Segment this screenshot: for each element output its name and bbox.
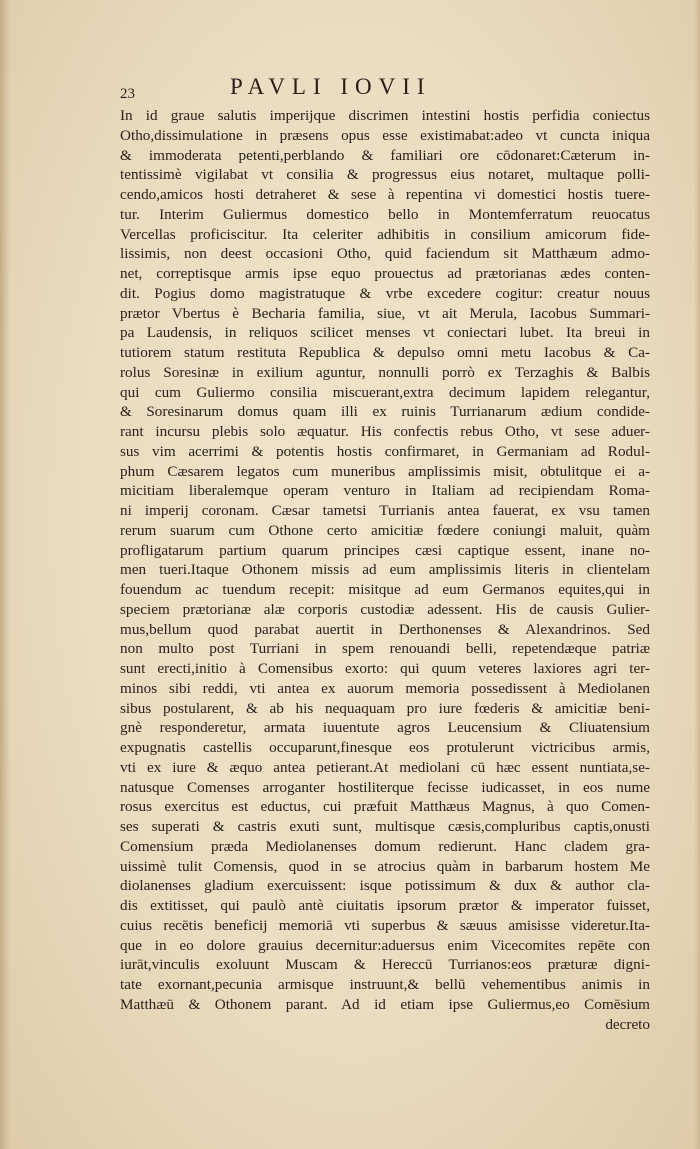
text-line: phum Cæsarem legatos cum muneribus amplissimis misit, obtulitque ei a- <box>120 462 650 480</box>
text-line: diolanenses gladium exercuissent: isque potissimum & dux & author cla- <box>120 877 650 895</box>
text-line: vti ex iure & æquo antea petierant.At mediolani cū hæc essent nuntiata,se- <box>120 758 650 776</box>
text-line: lissimis, non deest occasioni Otho, quid faciendum sit Matthæum admo- <box>120 245 650 263</box>
text-line: Matthæū & Othonem parant. Ad id etiam ipse Guliermus,eo Comēsium <box>120 995 650 1013</box>
text-line: cendo,amicos hosti detraheret & sese à repentina vi domestici hostis tuere- <box>120 186 650 203</box>
text-line: tutiorem statum restituta Republica & depulso omni metu Iacobus & Ca- <box>120 344 650 361</box>
text-line: gnè responderetur, armata iuuentute agros Leucensium & Cliuatensium <box>120 719 650 737</box>
text-line: sibus postularent, & ab his nequaquam pro iure fœderis & amicitiæ beni- <box>120 699 650 717</box>
body-text <box>120 106 650 1034</box>
page-number: 23 <box>120 86 135 102</box>
text-line: net, correptisque armis ipse equo prouectus ad prætorianas ædes conten- <box>120 265 650 282</box>
text-line: speciem prætorianæ alæ corporis custodiæ adessent. His de causis Gulier- <box>120 600 650 618</box>
text-line: Otho,dissimulatione in præsens opus esse existimabat:adeo vt cuncta iniqua <box>120 126 650 144</box>
text-line: fouendum ac tuendum recepit: misitque ad eum Germanos equites,qui in <box>120 581 650 598</box>
text-line: cuius recētis beneficij memoriā vti superbus & sæuus amisisse videretur.Ita- <box>120 916 650 934</box>
text-line: micitiam liberalemque operam venturo in Italiam ad recipiendam Roma- <box>120 482 650 500</box>
text-line: decreto <box>605 1015 650 1033</box>
text-line: dis extitisset, qui paulò antè ciuitatis ipsorum prætor & imperator fuisset, <box>120 897 650 914</box>
text-line: rosus exercitus est eductus, cui præfuit Matthæus Magnus, à quo Comen- <box>120 798 650 816</box>
text-line: dit. Pogius domo magistratuque & vrbe excedere cogitur: creatur nouus <box>120 284 650 302</box>
text-line: non multo post Turriani in spem renouandi belli, repetendæque patriæ <box>120 640 650 658</box>
text-line: mus,bellum quod parabat auertit in Derthonenses & Alexandrinos. Sed <box>120 620 650 638</box>
text-line: men tueri.Itaque Othonem missis ad eum amplissimis literis in clientelam <box>120 561 650 579</box>
text-line: expugnatis castellis occuparunt,finesque eos protulerunt victricibus armis, <box>120 739 650 756</box>
text-line: rerum suarum cum Othone certo amicitiæ fœdere coniungi maluit, quàm <box>120 521 650 539</box>
text-line: profligatarum partium quarum principes cæsi captique essent, inane no- <box>120 541 650 559</box>
text-line: tate exornant,pecunia armisque instruunt,& bellū vehementibus animis in <box>120 976 650 993</box>
text-line: uissimè tulit Comensis, quod in se atrocius quàm in barbarum hostem Me <box>120 857 650 875</box>
text-line: In id graue salutis imperijque discrimen intestini hostis perfidia coniectus <box>120 107 650 124</box>
text-line: pa Laudensis, in reliquos scilicet menses vt coniectari lubet. Ita breui in <box>120 324 650 342</box>
text-line: sus vim acerrimi & potentis hostis confirmaret, in Germaniam ad Rodul- <box>120 442 650 460</box>
text-line: ses superati & castris exuti sunt, multisque cæsis,compluribus captis,onusti <box>120 818 650 835</box>
text-line: ni imperij coronam. Cæsar tametsi Turrianis antea fauerat, ex vsu tamen <box>120 502 650 519</box>
text-line: iurāt,vinculis exoluunt Muscam & Hereccū Turrianos:eos præturæ digni- <box>120 956 650 974</box>
text-line: tentissimè vigilabat vt consilia & progressus eius notaret, multaque polli- <box>120 166 650 184</box>
text-line: Vercellas proficiscitur. Ita celeriter adhibitis in consilium amicorum fide- <box>120 225 650 243</box>
running-head: PAVLI IOVII <box>230 74 432 99</box>
page-header <box>120 72 650 104</box>
text-line: & Soresinarum domus quam illi ex ruinis Turrianarum ædium condide- <box>120 403 650 421</box>
text-line: natusque Comenses arroganter hostiliterque fecisse iudicasset, in eos nume <box>120 778 650 796</box>
text-line: prætor Vbertus è Becharia familia, siue, vt ait Merula, Iacobus Summari- <box>120 304 650 322</box>
text-line: rant incursu plebis solo æquatur. His confectis rebus Otho, vt sese aduer- <box>120 423 650 440</box>
text-line: & immoderata petenti,perblando & familiari ore cōdonaret:Cæterum in- <box>120 146 650 164</box>
text-line: rolus Soresinæ in exilium aguntur, nonnulli porrò ex Terzaghis & Balbis <box>120 363 650 381</box>
text-line: tur. Interim Guliermus domestico bello in Montemferratum reuocatus <box>120 205 650 223</box>
text-line: minos sibi reddi, vti antea ex auorum memoria possedissent à Mediolanen <box>120 679 650 697</box>
text-line: sunt erecti,initio à Comensibus exorto: qui quum veteres laxiores agri ter- <box>120 660 650 677</box>
text-line: Comensium præda Mediolanenses domum redierunt. Hanc cladem gra- <box>120 837 650 855</box>
text-line: qui cum Guliermo consilia miscuerant,extra decimum lapidem relegantur, <box>120 383 650 401</box>
text-line: que in eo dolore grauius decernitur:aduersus enim Vicecomites repēte con <box>120 936 650 954</box>
